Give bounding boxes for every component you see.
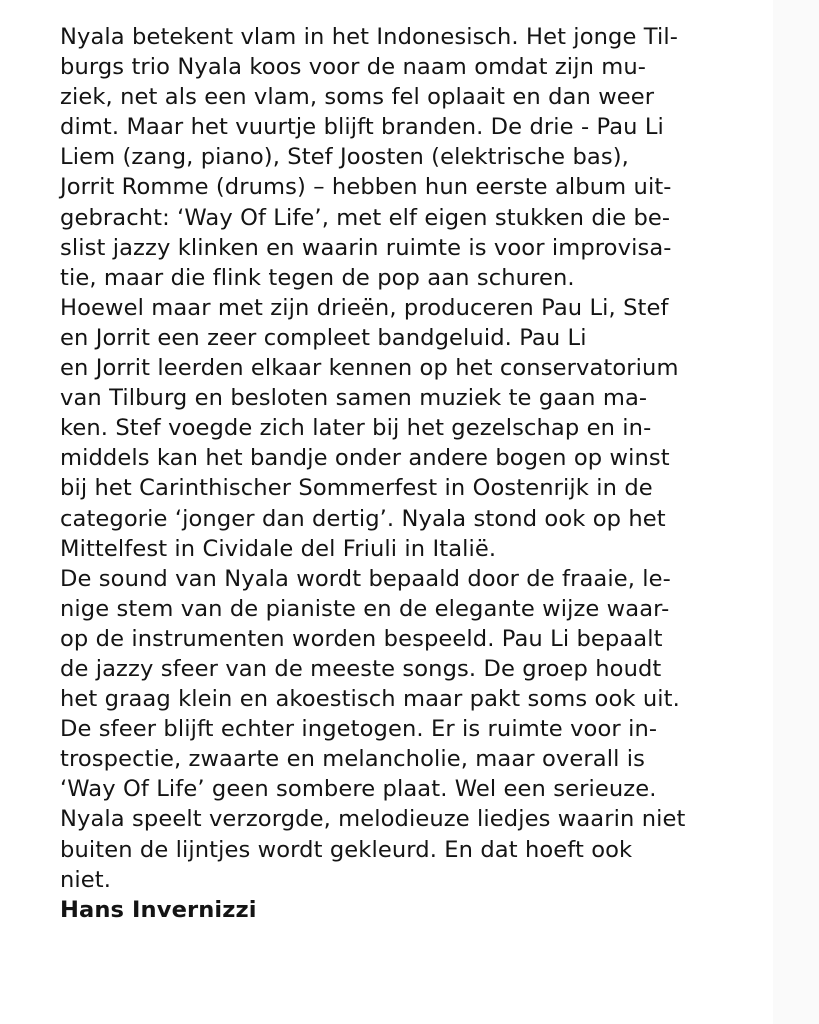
article-line: en Jorrit leerden elkaar kennen op het conservatorium: [60, 355, 679, 382]
article-line: het graag klein en akoestisch maar pakt soms ook uit.: [60, 686, 680, 713]
article-line: Hoewel maar met zijn drieën, produceren Pau Li, Stef: [60, 294, 669, 321]
article-line: trospectie, zwaarte en melancholie, maar overall is: [60, 746, 645, 773]
article-line: op de instrumenten worden bespeeld. Pau Li bepaalt: [60, 625, 663, 652]
article-line: nige stem van de pianiste en de elegante wijze waar-: [60, 595, 670, 622]
article-line: middels kan het bandje onder andere bogen op winst: [60, 445, 670, 472]
article-line: De sound van Nyala wordt bepaald door de fraaie, le-: [60, 565, 671, 592]
article-line: categorie ‘jonger dan dertig’. Nyala stond ook op het: [60, 505, 666, 532]
article-line: slist jazzy klinken en waarin ruimte is voor improvisa-: [60, 234, 672, 261]
article-line: De sfeer blijft echter ingetogen. Er is ruimte voor in-: [60, 716, 658, 743]
article-line: niet.: [60, 866, 112, 893]
article-line: de jazzy sfeer van de meeste songs. De groep houdt: [60, 655, 662, 682]
article-line: Nyala betekent vlam in het Indonesisch. Het jonge Til-: [60, 24, 678, 50]
article-line: bij het Carinthischer Sommerfest in Oostenrijk in de: [60, 475, 653, 502]
article-line: Mittelfest in Cividale del Friuli in Italië.: [60, 535, 497, 562]
article-line: van Tilburg en besloten samen muziek te gaan ma-: [60, 385, 648, 412]
article-line: buiten de lijntjes wordt gekleurd. En dat hoeft ook: [60, 836, 633, 863]
article-line: Liem (zang, piano), Stef Joosten (elektrische bas),: [60, 144, 629, 171]
article-line: Nyala speelt verzorgde, melodieuze liedjes waarin niet: [60, 806, 686, 833]
article-line: burgs trio Nyala koos voor de naam omdat zijn mu-: [60, 54, 647, 81]
author-name: Hans Invernizzi: [60, 896, 257, 923]
article-line: ken. Stef voegde zich later bij het gezelschap en in-: [60, 415, 652, 442]
article-line: Jorrit Romme (drums) – hebben hun eerste album uit-: [60, 174, 672, 201]
article-line: dimt. Maar het vuurtje blijft branden. De drie - Pau Li: [60, 114, 664, 141]
page-edge-strip: [773, 0, 819, 1024]
article-line: tie, maar die flink tegen de pop aan schuren.: [60, 264, 575, 291]
article-line: en Jorrit een zeer compleet bandgeluid. Pau Li: [60, 324, 587, 351]
article-line: ‘Way Of Life’ geen sombere plaat. Wel een serieuze.: [60, 776, 657, 803]
article-line: ziek, net als een vlam, soms fel oplaait en dan weer: [60, 84, 655, 111]
article-line: gebracht: ‘Way Of Life’, met elf eigen stukken die be-: [60, 204, 671, 231]
article-body: [60, 22, 760, 925]
